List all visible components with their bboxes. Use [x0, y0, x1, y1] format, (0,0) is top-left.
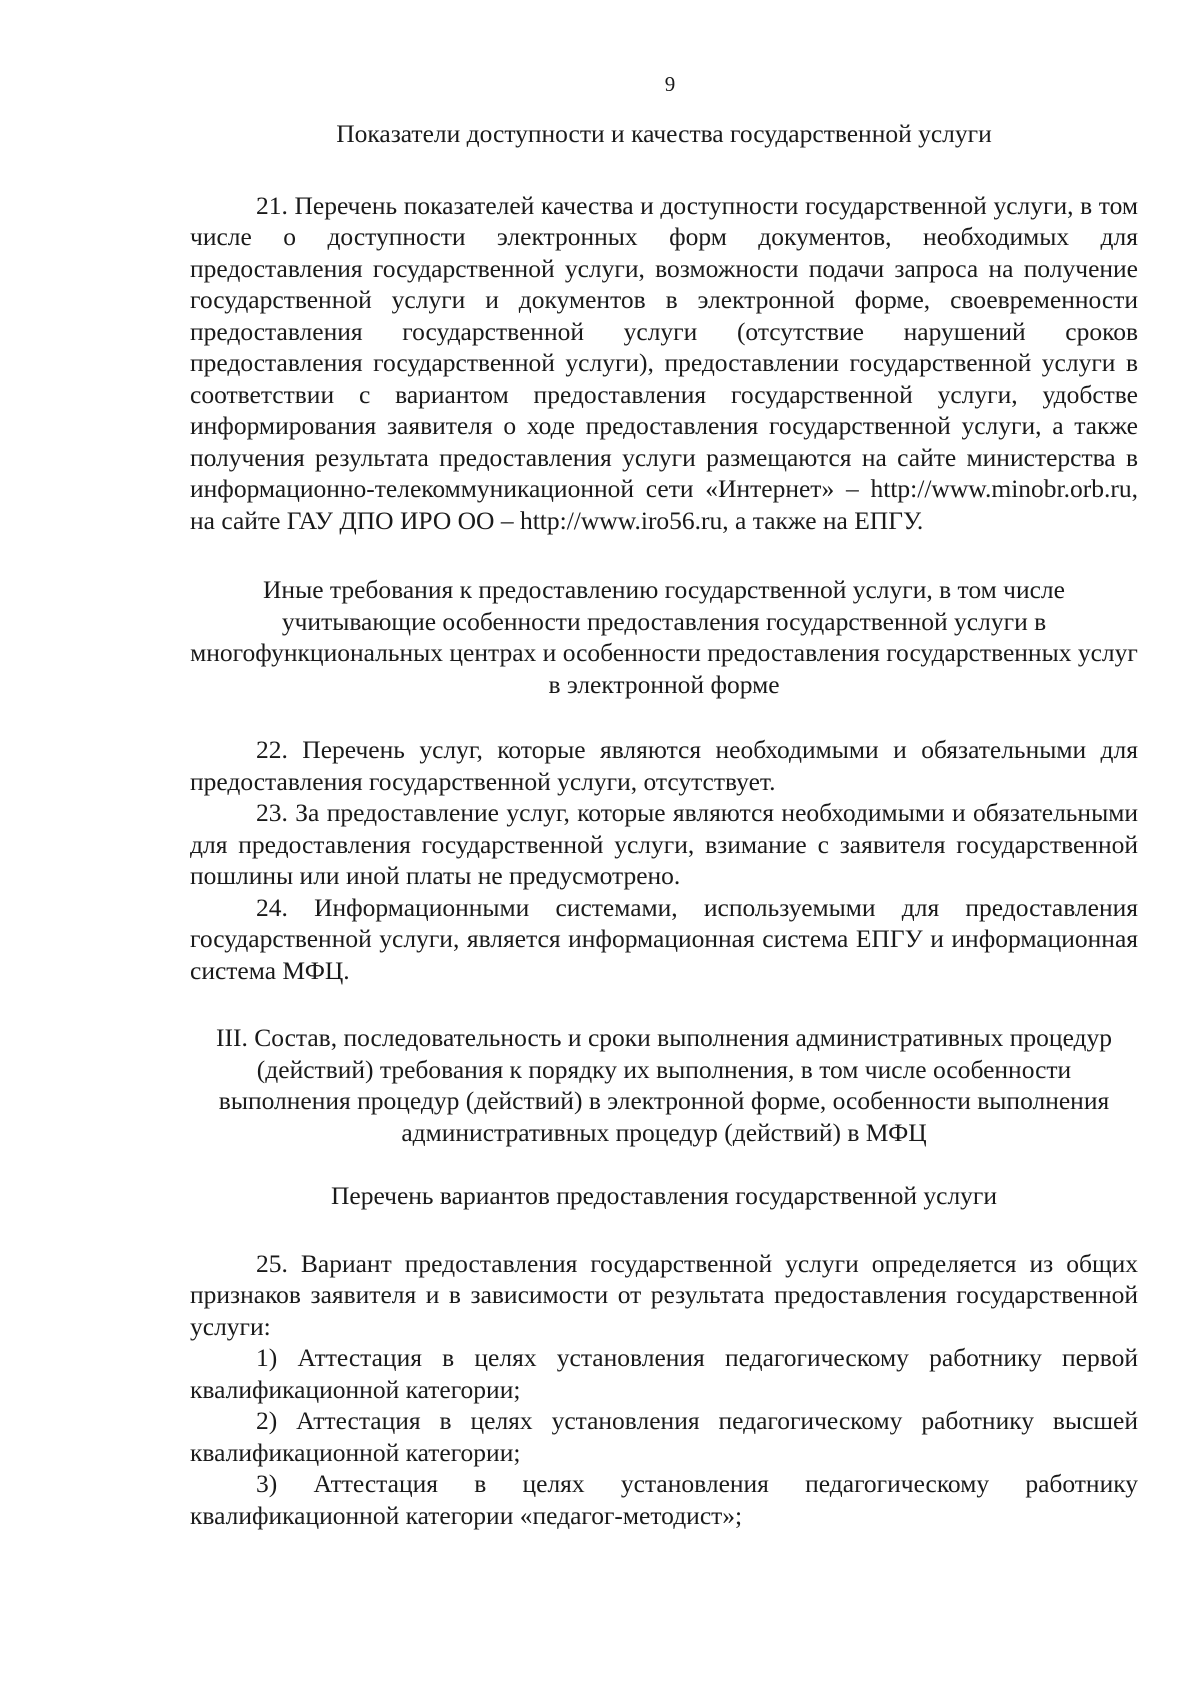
list-item-variant-2: 2) Аттестация в целях установления педагогическому работнику высшей квалификационной категории;	[190, 1406, 1138, 1467]
paragraph-25: 25. Вариант предоставления государственной услуги определяется из общих признаков заявителя и в зависимости от результата предоставления государственной услуги:	[190, 1248, 1138, 1341]
page-number: 9	[664, 72, 676, 96]
section-heading-part-3: III. Состав, последовательность и сроки выполнения административных процедур (действий) требования к порядку их выполнения, в том числе особенности выполнения процедур (действий) в электронной форме, особенности выполнения административных процедур (действий) в МФЦ	[215, 1023, 1113, 1147]
list-item-variant-3: 3) Аттестация в целях установления педагогическому работнику квалификационной категории «педагог-методист»;	[190, 1469, 1138, 1530]
section-heading-quality: Показатели доступности и качества государственной услуги	[336, 119, 992, 148]
document-body	[190, 118, 1138, 1531]
paragraph-21: 21. Перечень показателей качества и доступности государственной услуги, в том числе о доступности электронных форм документов, необходимых для предоставления государственной услуги, возможности подачи запроса на получение государственной услуги и документов в электронной форме, своевременности предоставления государственной услуги (отсутствие нарушений сроков предоставления государственной услуги), предоставлении государственной услуги в соответствии с вариантом предоставления государственной услуги, удобстве информирования заявителя о ходе предоставления государственной услуги, а также получения результата предоставления услуги размещаются на сайте министерства в информационно-телекоммуникационной сети «Интернет» – http://www.minobr.orb.ru, на сайте ГАУ ДПО ИРО ОО – http://www.iro56.ru, а также на ЕПГУ.	[190, 190, 1138, 535]
paragraph-24: 24. Информационными системами, используемыми для предоставления государственной услуги, является информационная система ЕПГУ и информационная система МФЦ.	[190, 892, 1138, 985]
section-heading-variants: Перечень вариантов предоставления государственной услуги	[330, 1181, 998, 1210]
list-item-variant-1: 1) Аттестация в целях установления педагогическому работнику первой квалификационной категории;	[190, 1343, 1138, 1404]
paragraph-23: 23. За предоставление услуг, которые являются необходимыми и обязательными для предоставления государственной услуги, взимание с заявителя государственной пошлины или иной платы не предусмотрено.	[190, 798, 1138, 890]
paragraph-22: 22. Перечень услуг, которые являются необходимыми и обязательными для предоставления государственной услуги, отсутствует.	[190, 735, 1138, 796]
section-heading-other-requirements: Иные требования к предоставлению государственной услуги, в том числе учитывающие особенности предоставления государственной услуги в многофункциональных центрах и особенности предоставления государственных услуг в электронной форме	[190, 575, 1138, 699]
